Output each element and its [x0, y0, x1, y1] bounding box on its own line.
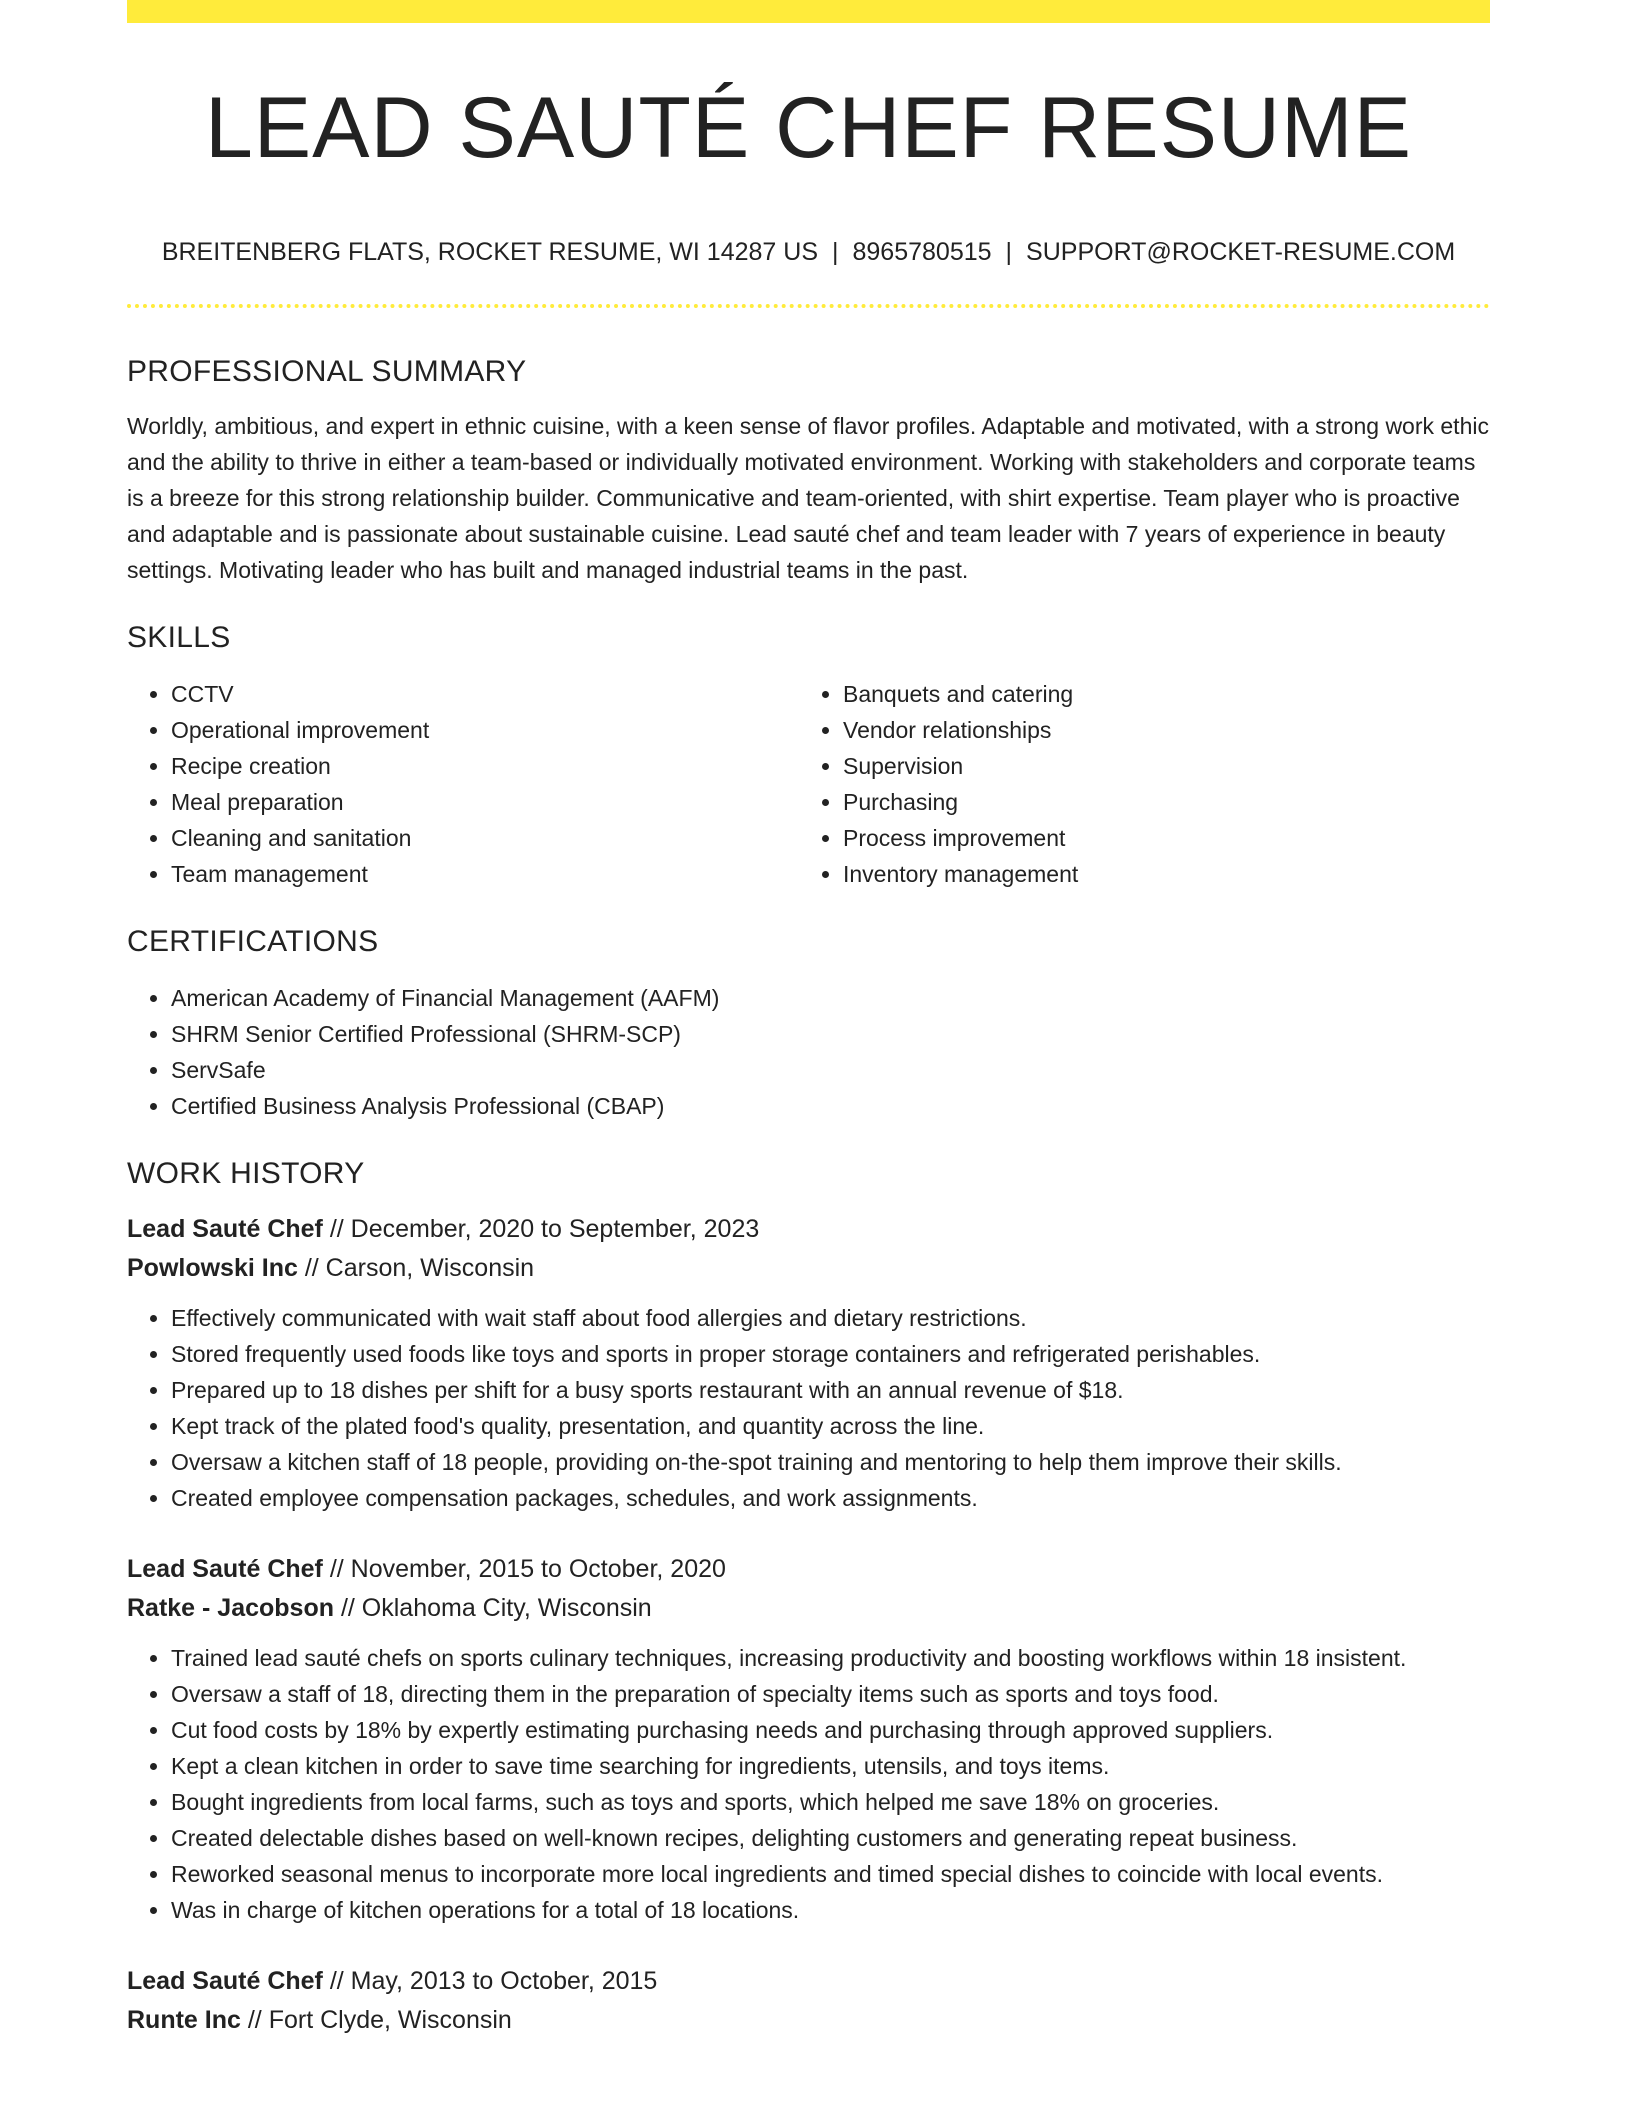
- job-bullet: • Trained lead sauté chefs on sports culinary techniques, increasing productivity and boosting workflows within 18 insistent.: [171, 1640, 1490, 1676]
- skill-item: • Meal preparation: [171, 784, 799, 820]
- contact-separator: |: [832, 238, 839, 266]
- job-title-line: [127, 1962, 1490, 2001]
- summary-text: Worldly, ambitious, and expert in ethnic cuisine, with a keen sense of flavor profiles. Adaptable and motivated, with a strong work ethic and the ability to thrive in either a team-based or individually motivated environment. Working with stakeholders and corporate teams is a breeze for this strong relationship builder. Communicative and team-oriented, with shirt expertise. Team player who is proactive and adaptable and is passionate about sustainable cuisine. Lead sauté chef and team leader with 7 years of experience in beauty settings. Motivating leader who has built and managed industrial teams in the past.: [127, 413, 1489, 583]
- job-bullet: • Bought ingredients from local farms, such as toys and sports, which helped me save 18% on groceries.: [171, 1784, 1490, 1820]
- job-title: Lead Sauté Chef: [127, 1215, 323, 1243]
- job-title-line: [127, 1210, 1490, 1249]
- contact-email: SUPPORT@ROCKET-RESUME.COM: [1026, 238, 1456, 266]
- job-dates: // December, 2020 to September, 2023: [322, 1215, 760, 1243]
- certifications-list: [127, 980, 1490, 1124]
- skill-item: • Recipe creation: [171, 748, 799, 784]
- skill-item: • Process improvement: [843, 820, 1471, 856]
- job-bullet: • Effectively communicated with wait staff about food allergies and dietary restrictions.: [171, 1300, 1490, 1336]
- header-divider: [127, 304, 1490, 308]
- job-bullet: • Oversaw a kitchen staff of 18 people, providing on-the-spot training and mentoring to help them improve their skills.: [171, 1444, 1490, 1480]
- job-company-line: [127, 2001, 1490, 2040]
- contact-phone: 8965780515: [852, 238, 992, 266]
- skills-list-right: [799, 676, 1471, 892]
- certifications-heading: CERTIFICATIONS: [127, 925, 379, 958]
- skill-item: • Supervision: [843, 748, 1471, 784]
- job-company: Powlowski Inc: [127, 1254, 298, 1282]
- contact-line: [127, 236, 1490, 268]
- job-bullet: • Created employee compensation packages, schedules, and work assignments.: [171, 1480, 1490, 1516]
- job-bullet: • Was in charge of kitchen operations for a total of 18 locations.: [171, 1892, 1490, 1928]
- job-bullet: • Cut food costs by 18% by expertly estimating purchasing needs and purchasing through approved suppliers.: [171, 1712, 1490, 1748]
- skill-item: • Team management: [171, 856, 799, 892]
- job-location: // Oklahoma City, Wisconsin: [334, 1594, 652, 1622]
- summary-section: [127, 350, 1490, 588]
- skill-item: • Inventory management: [843, 856, 1471, 892]
- skill-item: • Cleaning and sanitation: [171, 820, 799, 856]
- certification-item: • SHRM Senior Certified Professional (SHRM-SCP): [171, 1016, 1490, 1052]
- skills-grid: [127, 676, 1490, 892]
- job-title: Lead Sauté Chef: [127, 1555, 323, 1583]
- job-location: // Carson, Wisconsin: [297, 1254, 535, 1282]
- skills-heading: SKILLS: [127, 621, 231, 654]
- job-company: Runte Inc: [127, 2006, 241, 2034]
- contact-separator: |: [1005, 238, 1013, 266]
- job-bullet: • Kept a clean kitchen in order to save time searching for ingredients, utensils, and toys items.: [171, 1748, 1490, 1784]
- skill-item: • Banquets and catering: [843, 676, 1471, 712]
- job-bullets: [127, 1640, 1490, 1928]
- resume-title: LEAD SAUTÉ CHEF RESUME: [204, 80, 1413, 176]
- skill-item: • Operational improvement: [171, 712, 799, 748]
- contact-address: BREITENBERG FLATS, ROCKET RESUME, WI 14287 US: [161, 238, 818, 266]
- certifications-section: [127, 920, 1490, 1124]
- work-history-section: [127, 1152, 1490, 2040]
- job-bullets: [127, 1300, 1490, 1516]
- work-history-heading: WORK HISTORY: [127, 1157, 365, 1190]
- job-bullet: • Created delectable dishes based on well-known recipes, delighting customers and generating repeat business.: [171, 1820, 1490, 1856]
- skill-item: • Purchasing: [843, 784, 1471, 820]
- job-company-line: [127, 1589, 1490, 1628]
- job-bullet: • Oversaw a staff of 18, directing them in the preparation of specialty items such as sports and toys food.: [171, 1676, 1490, 1712]
- skills-list-left: [127, 676, 799, 892]
- job-company-line: [127, 1249, 1490, 1288]
- skill-item: • CCTV: [171, 676, 799, 712]
- certification-item: • Certified Business Analysis Professional (CBAP): [171, 1088, 1490, 1124]
- job-entry: [127, 1962, 1490, 2040]
- certification-item: • ServSafe: [171, 1052, 1490, 1088]
- certification-item: • American Academy of Financial Management (AAFM): [171, 980, 1490, 1016]
- job-entry: [127, 1550, 1490, 1928]
- summary-heading: PROFESSIONAL SUMMARY: [127, 355, 527, 388]
- job-bullet: • Prepared up to 18 dishes per shift for a busy sports restaurant with an annual revenue of $18.: [171, 1372, 1490, 1408]
- resume-content: [127, 350, 1490, 2040]
- job-bullet: • Stored frequently used foods like toys and sports in proper storage containers and refrigerated perishables.: [171, 1336, 1490, 1372]
- job-bullet: • Reworked seasonal menus to incorporate more local ingredients and timed special dishes to coincide with local events.: [171, 1856, 1490, 1892]
- job-dates: // May, 2013 to October, 2015: [322, 1967, 658, 1995]
- job-dates: // November, 2015 to October, 2020: [322, 1555, 726, 1583]
- accent-top-bar: [127, 0, 1490, 23]
- skill-item: • Vendor relationships: [843, 712, 1471, 748]
- job-bullet: • Kept track of the plated food's quality, presentation, and quantity across the line.: [171, 1408, 1490, 1444]
- job-entry: [127, 1210, 1490, 1516]
- job-title-line: [127, 1550, 1490, 1589]
- job-title: Lead Sauté Chef: [127, 1967, 323, 1995]
- skills-section: [127, 616, 1490, 892]
- job-company: Ratke - Jacobson: [127, 1594, 335, 1622]
- job-location: // Fort Clyde, Wisconsin: [240, 2006, 512, 2034]
